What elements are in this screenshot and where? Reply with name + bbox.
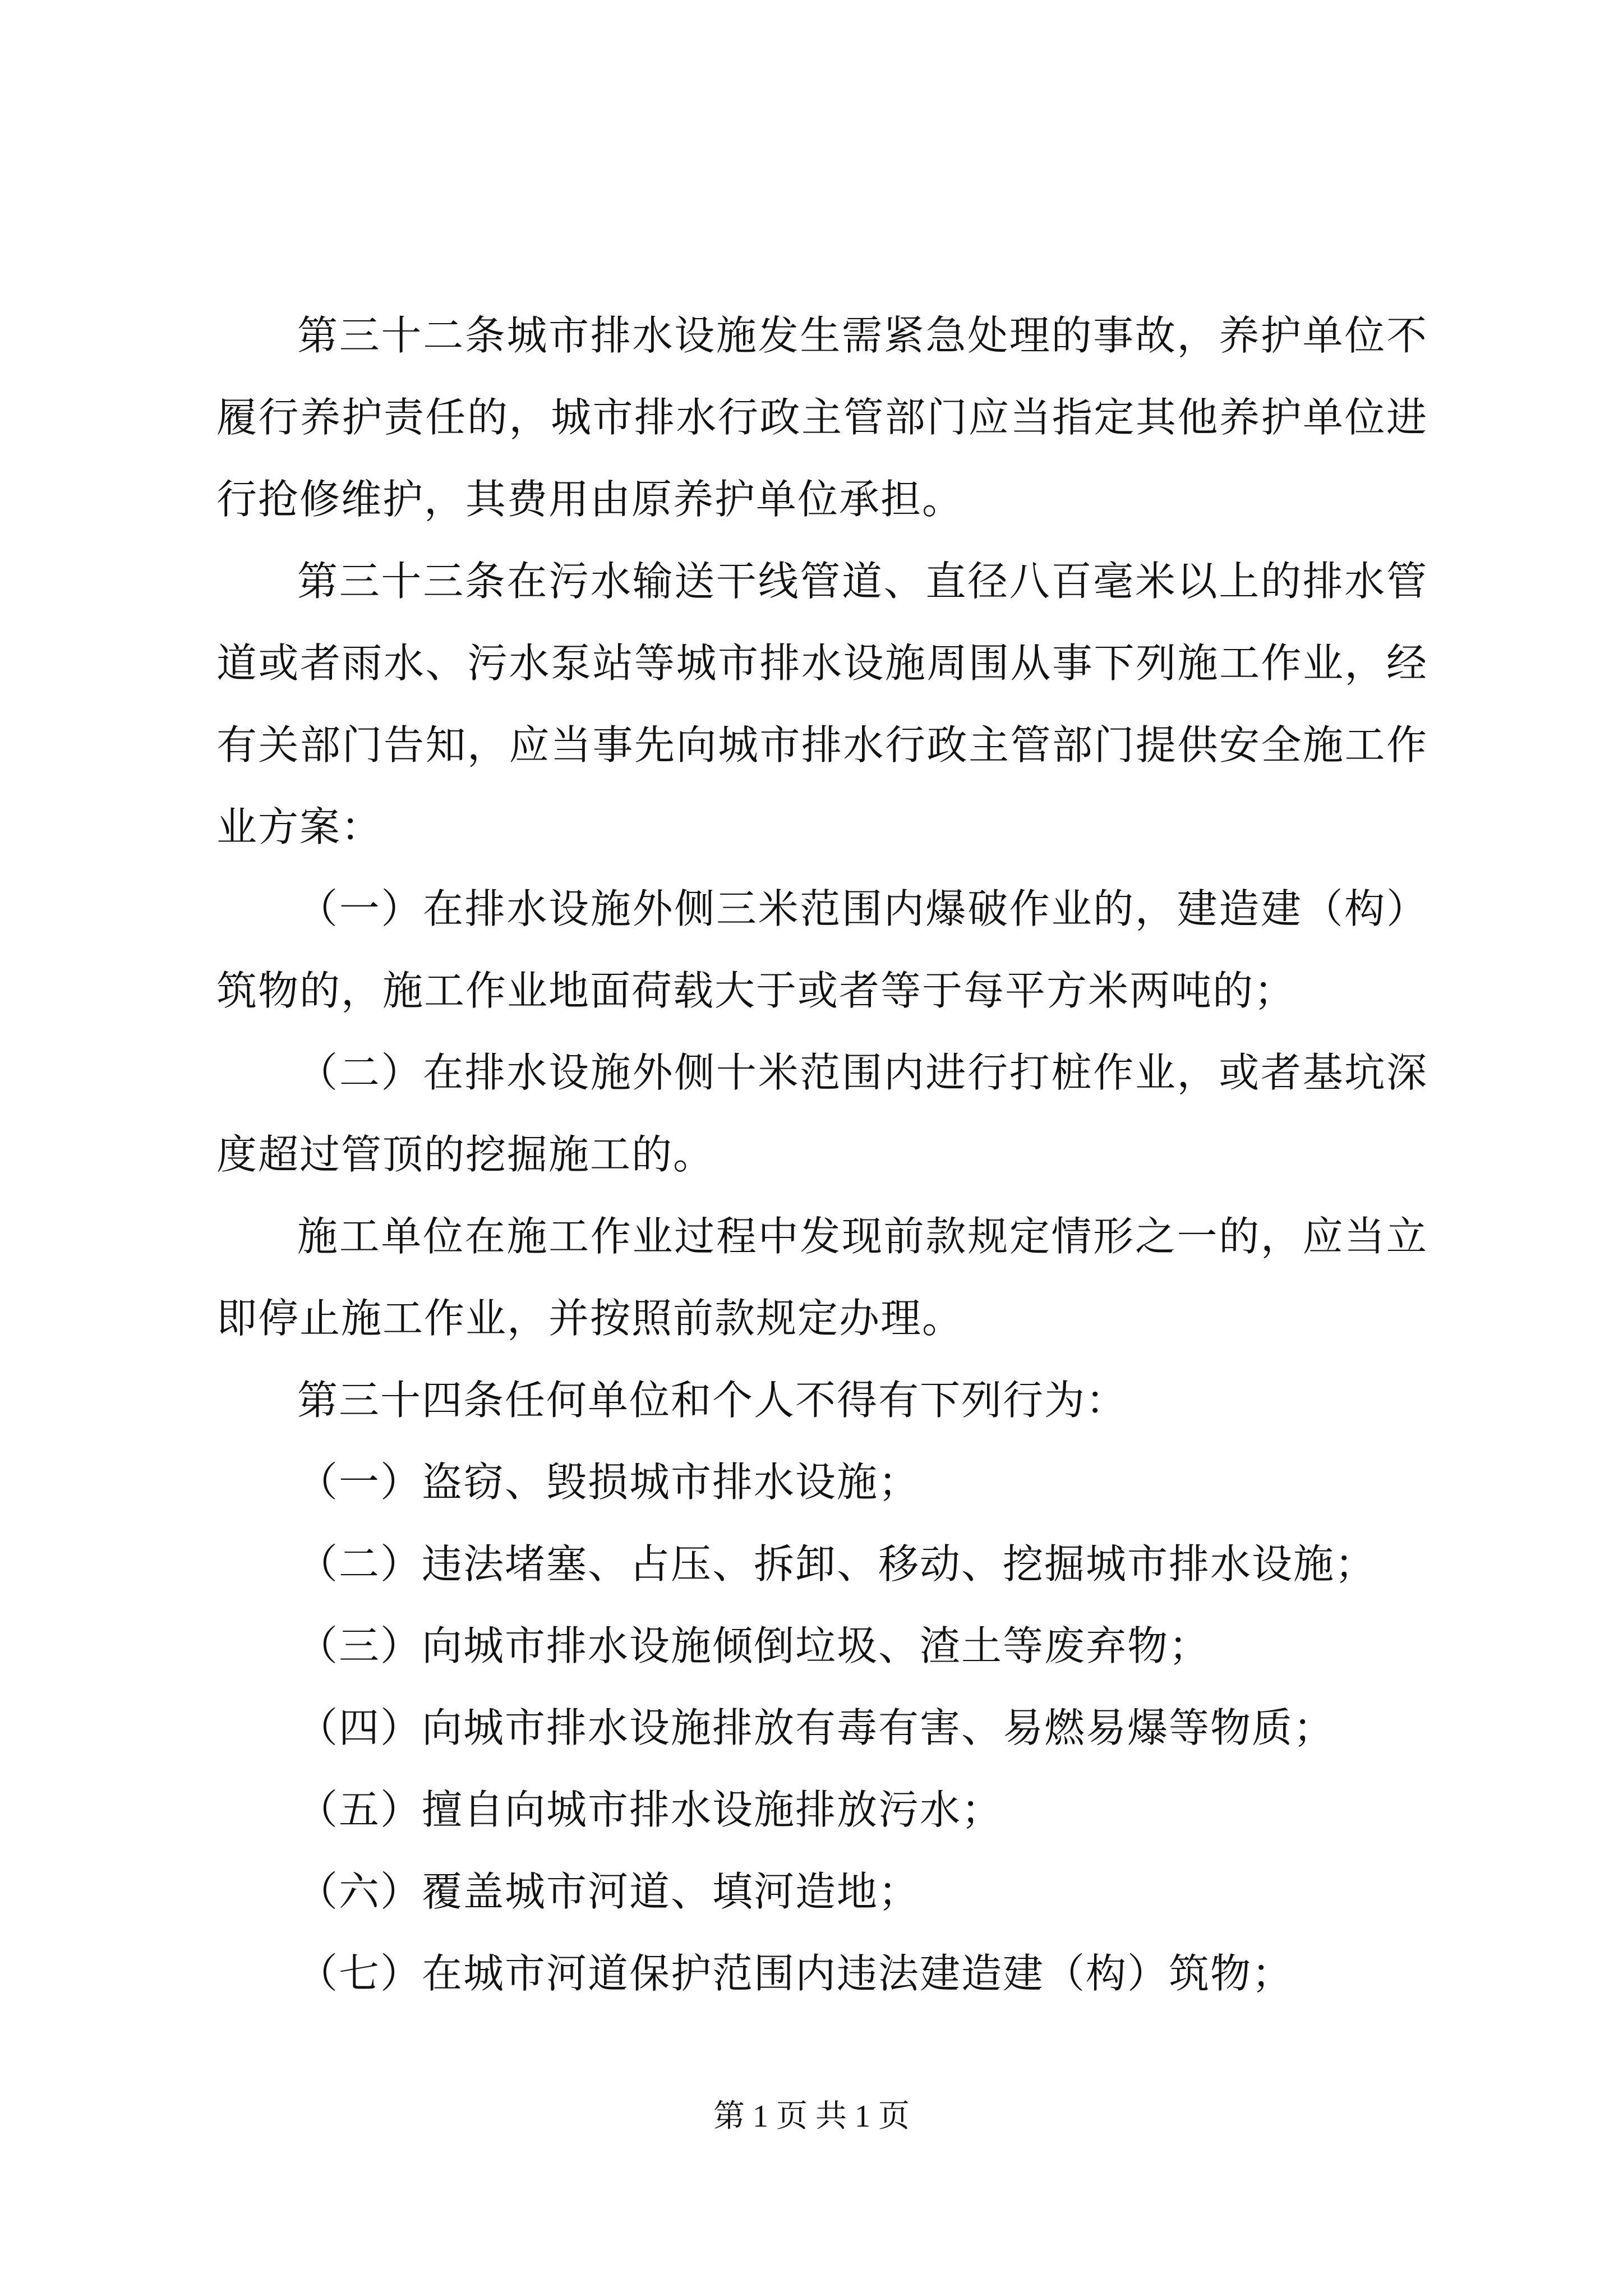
paragraph-article-33-item-1: （一）在排水设施外侧三米范围内爆破作业的，建造建（构）筑物的，施工作业地面荷载大于或者等于每平方米两吨的； — [216, 885, 1428, 1014]
paragraph-article-33: 第三十三条在污水输送干线管道、直径八百毫米以上的排水管道或者雨水、污水泵站等城市排水设施周围从事下列施工作业，经有关部门告知，应当事先向城市排水行政主管部门提供安全施工作业方案： — [216, 558, 1428, 850]
paragraph-article-32: 第三十二条城市排水设施发生需紧急处理的事故，养护单位不履行养护责任的，城市排水行政主管部门应当指定其他养护单位进行抢修维护，其费用由原养护单位承担。 — [216, 312, 1428, 523]
list-item: （三）向城市排水设施倾倒垃圾、渣土等废弃物； — [297, 1622, 1211, 1669]
paragraph-construction-unit: 施工单位在施工作业过程中发现前款规定情形之一的，应当立即停止施工作业，并按照前款规定办理。 — [216, 1213, 1428, 1342]
list-item: （一）盗窃、毁损城市排水设施； — [297, 1458, 920, 1506]
list-item: （五）擅自向城市排水设施排放污水； — [297, 1786, 1003, 1833]
list-item: （二）违法堵塞、占压、拆卸、移动、挖掘城市排水设施； — [297, 1540, 1377, 1588]
list-item: （四）向城市排水设施排放有毒有害、易燃易爆等物质； — [297, 1704, 1335, 1751]
paragraph-article-34: 第三十四条任何单位和个人不得有下列行为： — [297, 1377, 1128, 1424]
page-footer: 第 1 页 共 1 页 — [713, 2099, 910, 2134]
document-body — [216, 295, 1428, 2014]
list-item: （七）在城市河道保护范围内违法建造建（构）筑物； — [297, 1950, 1294, 1997]
paragraph-article-33-item-2: （二）在排水设施外侧十米范围内进行打桩作业，或者基坑深度超过管顶的挖掘施工的。 — [216, 1049, 1428, 1178]
list-item: （六）覆盖城市河道、填河造地； — [297, 1868, 920, 1915]
